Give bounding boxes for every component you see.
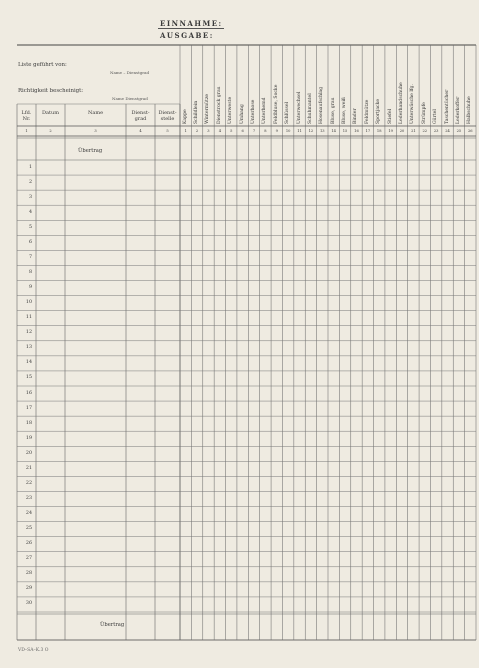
item-col-header: Dienstrock grau bbox=[216, 86, 222, 124]
row-number: 17 bbox=[25, 405, 32, 411]
row-number: 13 bbox=[25, 345, 32, 351]
verified-sub: Name Dienstgrad bbox=[112, 96, 148, 101]
item-col-header: Kappe bbox=[182, 109, 188, 124]
row-number: 27 bbox=[25, 556, 32, 562]
form-code: VD–SA–K.3 O bbox=[18, 648, 49, 653]
row-number: 22 bbox=[25, 480, 32, 486]
row-number: 16 bbox=[25, 390, 32, 396]
item-col-header: Wintermütze bbox=[205, 93, 211, 124]
verified-label: Richtigkeit bescheinigt: bbox=[18, 88, 84, 94]
left-col-header: Lfd. Nr. bbox=[21, 110, 32, 122]
left-col-header: Datum bbox=[42, 110, 59, 116]
item-col-header: Unterweste bbox=[228, 96, 234, 124]
row-number: 28 bbox=[25, 571, 32, 577]
row-number: 12 bbox=[25, 330, 32, 336]
row-number: 21 bbox=[25, 465, 32, 471]
item-col-header: Unterwechsel bbox=[296, 91, 302, 124]
item-col-number: 24 bbox=[445, 129, 450, 133]
item-col-number: 23 bbox=[433, 129, 439, 133]
row-number: 8 bbox=[28, 270, 32, 275]
row-number: 3 bbox=[28, 194, 32, 200]
row-number: 14 bbox=[25, 360, 32, 366]
title-income: EINNAHME: bbox=[160, 19, 223, 28]
row-number: 24 bbox=[25, 511, 32, 517]
item-col-header: Stiefel bbox=[387, 108, 393, 124]
item-col-header: Gürtel bbox=[433, 109, 439, 124]
list-kept-by-sub: Name – Dienstgrad bbox=[110, 70, 150, 75]
row-number: 18 bbox=[25, 420, 32, 426]
left-col-header: Dienst- grad bbox=[131, 110, 150, 122]
row-number: 23 bbox=[25, 496, 32, 501]
row-number: 26 bbox=[25, 541, 32, 547]
item-col-number: 4 bbox=[218, 129, 221, 133]
left-col-number: 1 bbox=[25, 129, 28, 133]
left-col-number: 4 bbox=[139, 129, 142, 133]
left-col-header: Dienst- stelle bbox=[158, 110, 177, 122]
item-col-number: 12 bbox=[308, 129, 314, 133]
item-col-header: Sportjacke bbox=[376, 98, 382, 124]
item-col-header: Schildlein bbox=[194, 100, 200, 124]
item-col-number: 21 bbox=[411, 129, 416, 133]
row-number: 19 bbox=[25, 435, 32, 441]
row-number: 2 bbox=[28, 179, 32, 185]
carry-over-bottom: Übertrag bbox=[100, 622, 125, 628]
item-col-header: Lederkoffer bbox=[455, 96, 461, 124]
item-col-number: 14 bbox=[331, 129, 336, 133]
item-col-header: Taschentücher bbox=[444, 89, 450, 124]
item-col-number: 1 bbox=[184, 129, 187, 133]
row-number: 29 bbox=[25, 586, 32, 592]
item-col-number: 11 bbox=[297, 129, 302, 133]
row-number: 10 bbox=[25, 300, 32, 306]
item-col-header: Feldbluse, Socke bbox=[273, 84, 279, 124]
item-col-header: Bluse, weiß bbox=[342, 97, 348, 124]
item-col-header: Schuhmantel bbox=[307, 93, 313, 124]
row-number: 15 bbox=[25, 375, 32, 381]
item-col-header: Strümpfe bbox=[421, 102, 427, 124]
item-col-number: 26 bbox=[468, 129, 473, 133]
item-col-number: 18 bbox=[376, 129, 382, 133]
item-col-number: 20 bbox=[399, 129, 405, 133]
item-col-header: Unterhose bbox=[251, 99, 256, 124]
item-col-header: Umhang bbox=[239, 104, 245, 124]
list-kept-by-label: Liste geführt von: bbox=[18, 62, 67, 68]
item-col-number: 19 bbox=[388, 129, 393, 133]
item-col-header: Lederhandschuhe bbox=[399, 82, 404, 124]
item-col-number: 16 bbox=[354, 129, 359, 133]
item-col-header: Hosenaufschlag bbox=[319, 86, 325, 124]
item-col-header: Unterhemd bbox=[262, 97, 268, 124]
row-number: 11 bbox=[25, 315, 32, 321]
row-number: 30 bbox=[25, 601, 32, 607]
row-number: 4 bbox=[28, 209, 32, 215]
item-col-header: Halbschuhe bbox=[467, 96, 473, 124]
item-col-number: 8 bbox=[264, 129, 267, 133]
row-number: 6 bbox=[28, 239, 32, 245]
item-col-number: 15 bbox=[342, 129, 348, 133]
title-expense: AUSGABE: bbox=[160, 31, 214, 40]
carry-over-top: Übertrag bbox=[78, 148, 103, 154]
item-col-number: 10 bbox=[285, 129, 291, 133]
item-col-header: Unterwäsche lfg. bbox=[410, 84, 416, 124]
item-col-number: 2 bbox=[195, 129, 199, 133]
left-col-number: 3 bbox=[94, 129, 97, 133]
row-number: 5 bbox=[28, 224, 32, 230]
item-col-number: 9 bbox=[275, 129, 278, 133]
left-col-number: 2 bbox=[49, 129, 52, 133]
row-number: 25 bbox=[25, 526, 32, 532]
left-col-number: 5 bbox=[166, 129, 169, 133]
row-number: 9 bbox=[28, 285, 32, 291]
item-col-number: 3 bbox=[207, 129, 210, 133]
item-col-number: 25 bbox=[456, 129, 462, 133]
item-col-number: 7 bbox=[252, 129, 256, 133]
item-col-number: 5 bbox=[230, 129, 233, 133]
row-number: 7 bbox=[28, 254, 32, 260]
item-col-number: 22 bbox=[422, 129, 428, 133]
row-number: 1 bbox=[28, 164, 32, 170]
item-col-number: 13 bbox=[320, 129, 325, 133]
row-number: 20 bbox=[25, 450, 32, 456]
left-col-header: Name bbox=[87, 110, 104, 116]
item-col-header: Binder bbox=[353, 108, 359, 124]
item-col-number: 6 bbox=[241, 129, 244, 133]
item-col-number: 17 bbox=[365, 129, 371, 133]
item-col-header: Schlüssel bbox=[285, 101, 291, 124]
item-col-header: Bluse, grau bbox=[330, 97, 336, 124]
item-col-header: Feldmütze bbox=[364, 99, 370, 124]
